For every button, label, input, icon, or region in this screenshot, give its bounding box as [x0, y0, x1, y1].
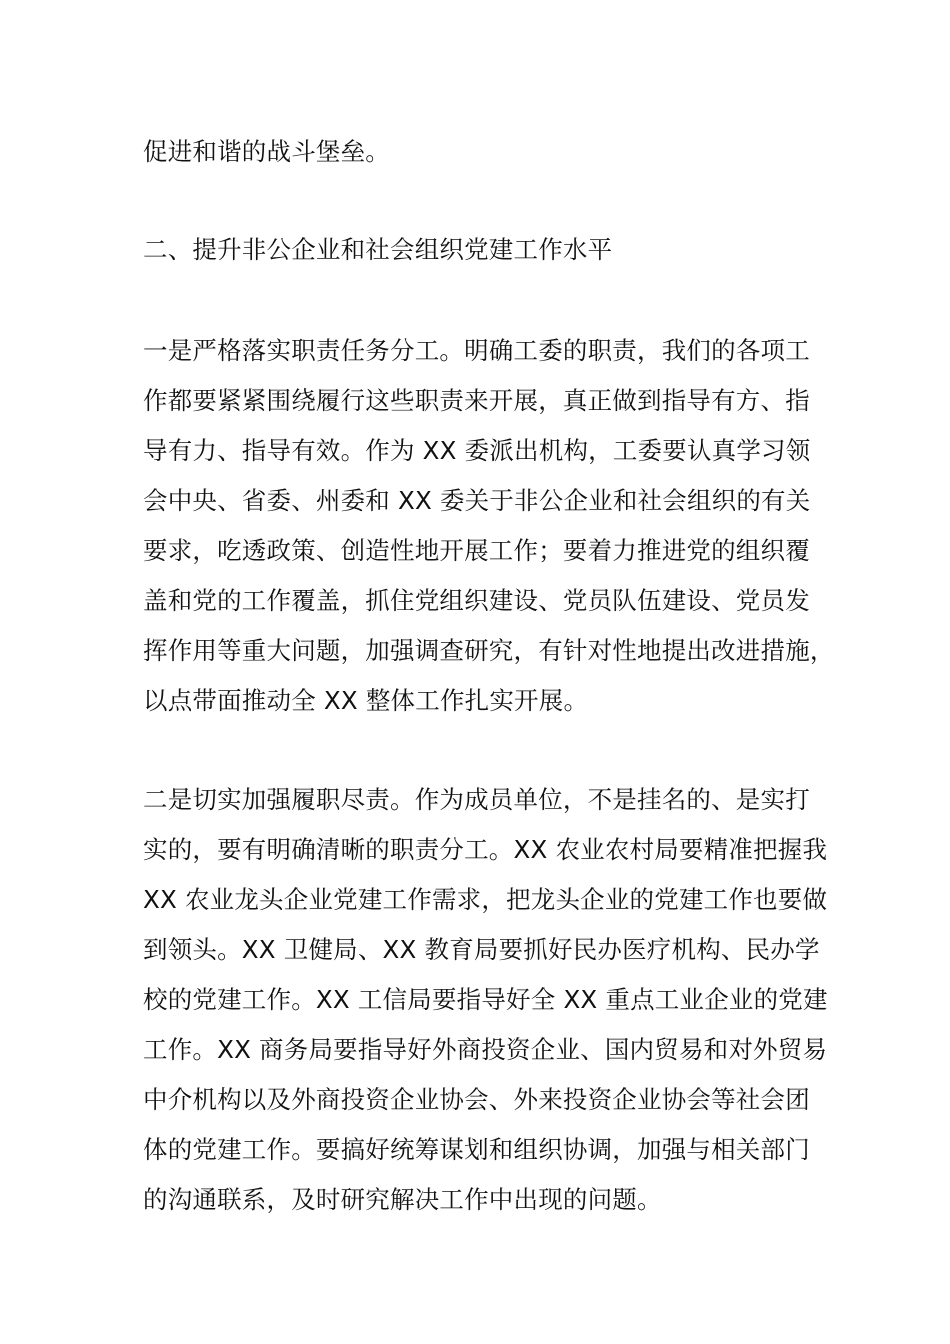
paragraph-line: 的沟通联系，及时研究解决工作中出现的问题。	[143, 1185, 662, 1214]
paragraph-line: 中介机构以及外商投资企业协会、外来投资企业协会等社会团	[143, 1085, 810, 1114]
paragraph-line: 体的党建工作。要搞好统筹谋划和组织协调，加强与相关部门	[143, 1135, 810, 1164]
paragraph-line: 作都要紧紧围绕履行这些职责来开展，真正做到指导有方、指	[143, 386, 810, 415]
paragraph-line: 校的党建工作。XX 工信局要指导好全 XX 重点工业企业的党建	[143, 985, 828, 1014]
paragraph-line: 以点带面推动全 XX 整体工作扎实开展。	[143, 686, 589, 715]
paragraph-line: 会中央、省委、州委和 XX 委关于非公企业和社会组织的有关	[143, 486, 811, 515]
paragraph-line: 工作。XX 商务局要指导好外商投资企业、国内贸易和对外贸易	[143, 1035, 828, 1064]
paragraph-line: 到领头。XX 卫健局、XX 教育局要抓好民办医疗机构、民办学	[143, 935, 820, 964]
paragraph-line: 要求，吃透政策、创造性地开展工作；要着力推进党的组织覆	[143, 536, 810, 565]
paragraph-line: 盖和党的工作覆盖，抓住党组织建设、党员队伍建设、党员发	[143, 586, 810, 615]
paragraph-line: 一是严格落实职责任务分工。明确工委的职责，我们的各项工	[143, 336, 810, 365]
paragraph-line: 促进和谐的战斗堡垒。	[143, 137, 390, 166]
paragraph-line: 实的，要有明确清晰的职责分工。XX 农业农村局要精准把握我	[143, 835, 828, 864]
paragraph-line: 导有力、指导有效。作为 XX 委派出机构，工委要认真学习领	[143, 436, 811, 465]
paragraph-line: 挥作用等重大问题，加强调查研究，有针对性地提出改进措施，	[143, 636, 835, 665]
paragraph-line: XX 农业龙头企业党建工作需求，把龙头企业的党建工作也要做	[143, 885, 828, 914]
paragraph-line: 二是切实加强履职尽责。作为成员单位，不是挂名的、是实打	[143, 785, 810, 814]
section-heading: 二、提升非公企业和社会组织党建工作水平	[143, 235, 613, 264]
